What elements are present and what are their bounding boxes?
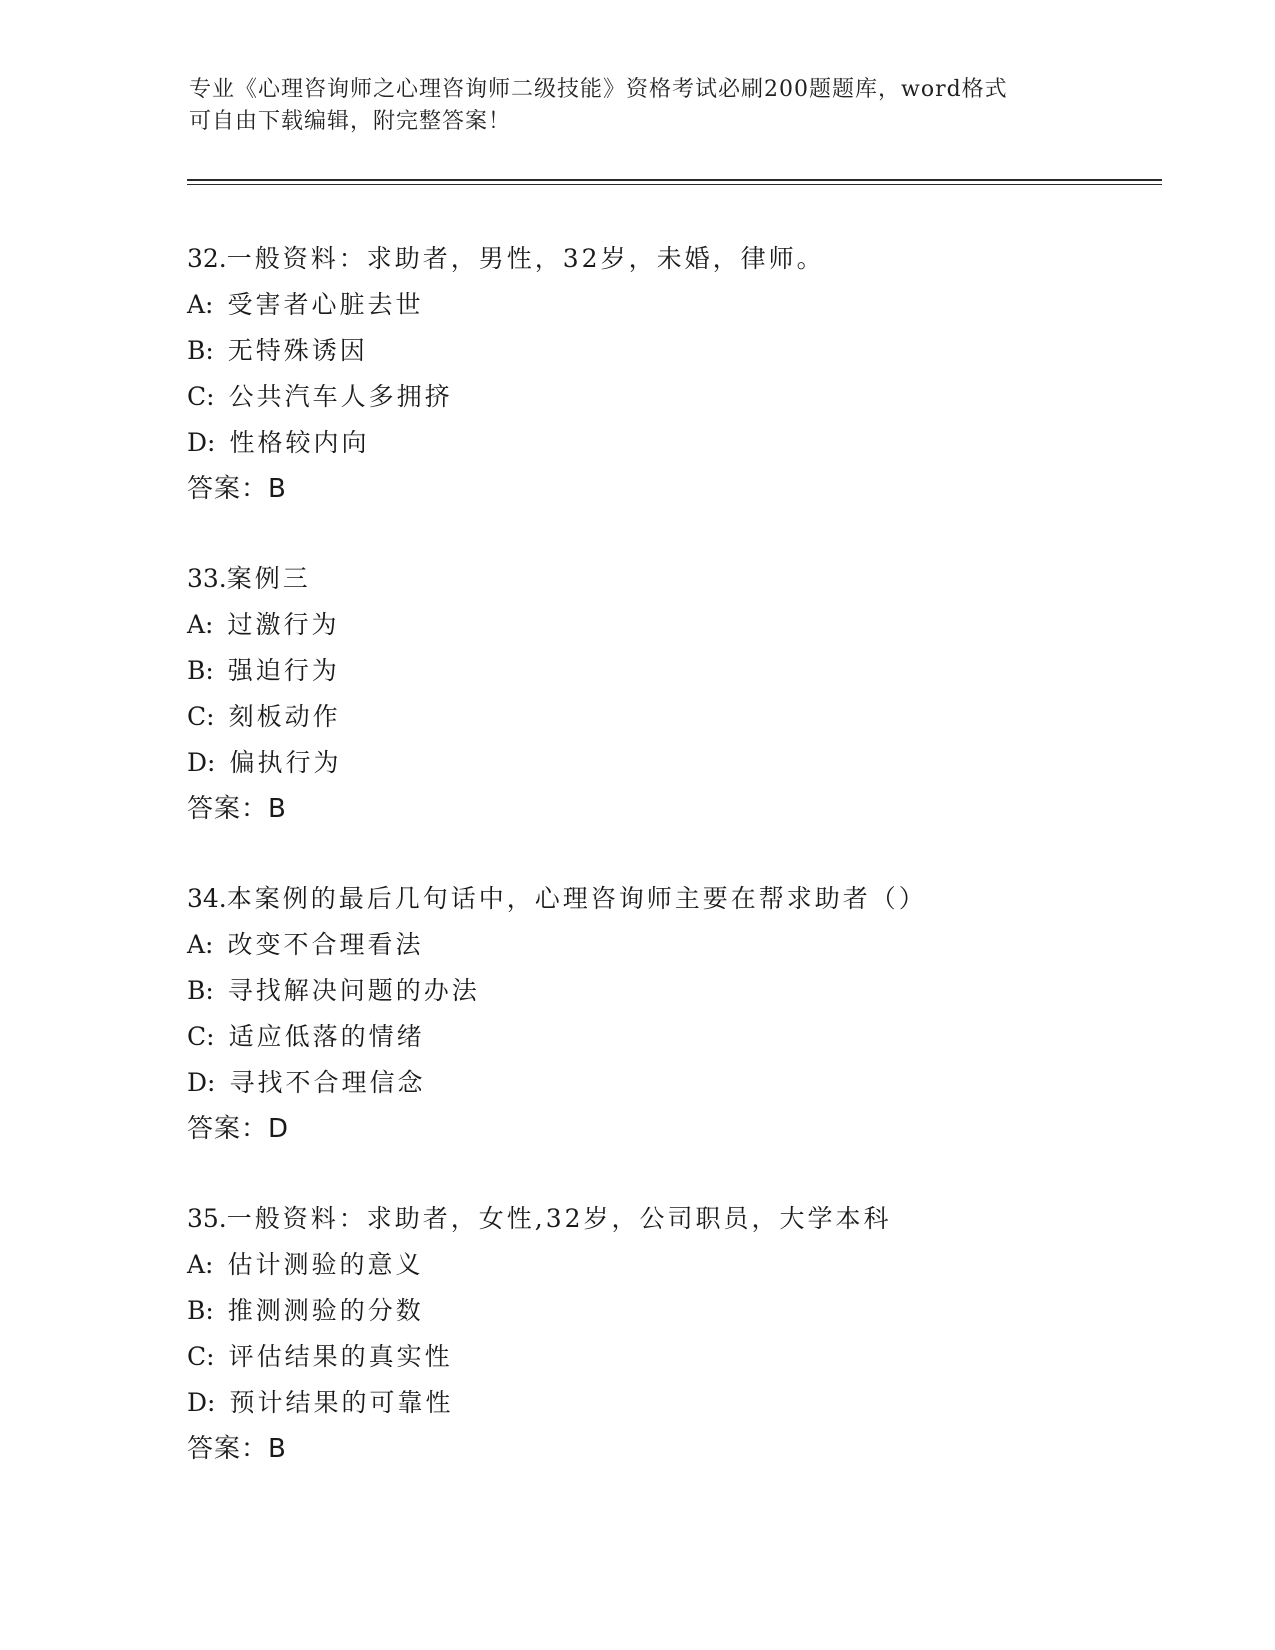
option-key: B:	[187, 1296, 214, 1325]
document-header	[189, 74, 1089, 138]
answer-label: 答案：	[187, 794, 269, 824]
header-line-2: 可自由下载编辑，附完整答案！	[189, 109, 512, 134]
option-key: B:	[187, 976, 214, 1005]
option-key: C:	[187, 702, 215, 731]
option-key: A:	[187, 610, 214, 639]
question-stem	[187, 876, 1167, 922]
option-c	[187, 374, 1167, 420]
option-c	[187, 694, 1167, 740]
option-text: 无特殊诱因	[227, 336, 368, 365]
question-32	[187, 236, 1167, 556]
question-number: 35.	[187, 1204, 227, 1233]
option-text: 寻找不合理信念	[229, 1068, 426, 1097]
question-text: 本案例的最后几句话中，心理咨询师主要在帮求助者（）	[226, 884, 927, 913]
header-divider-thick	[187, 179, 1162, 181]
question-text: 一般资料：求助者，女性,32岁，公司职员，大学本科	[226, 1204, 892, 1233]
option-key: D:	[187, 1388, 216, 1417]
header-line-1: 专业《心理咨询师之心理咨询师二级技能》资格考试必刷200题题库，word格式	[189, 77, 1008, 102]
question-stem	[187, 556, 1167, 602]
question-text: 案例三	[226, 564, 311, 593]
question-stem	[187, 236, 1167, 282]
option-key: D:	[187, 748, 216, 777]
option-d	[187, 420, 1167, 466]
option-d	[187, 740, 1167, 786]
answer-value: B	[268, 794, 287, 824]
option-key: C:	[187, 1342, 215, 1371]
option-text: 受害者心脏去世	[227, 290, 424, 319]
option-key: D:	[187, 1068, 216, 1097]
question-number: 32.	[187, 244, 227, 273]
question-text: 一般资料：求助者，男性，32岁，未婚，律师。	[226, 244, 825, 273]
answer-label: 答案：	[187, 474, 269, 504]
option-text: 过激行为	[227, 610, 340, 639]
answer-label: 答案：	[187, 1434, 269, 1464]
answer-label: 答案：	[187, 1114, 269, 1144]
question-number: 33.	[187, 564, 227, 593]
option-a	[187, 922, 1167, 968]
answer-value: B	[268, 474, 287, 504]
question-number: 34.	[187, 884, 227, 913]
option-c	[187, 1014, 1167, 1060]
option-text: 推测测验的分数	[227, 1296, 424, 1325]
option-key: B:	[187, 656, 214, 685]
option-key: D:	[187, 428, 216, 457]
option-a	[187, 1242, 1167, 1288]
option-text: 公共汽车人多拥挤	[228, 382, 453, 411]
option-b	[187, 328, 1167, 374]
option-key: A:	[187, 930, 214, 959]
answer-value: D	[268, 1114, 290, 1144]
answer-line	[187, 1426, 1167, 1472]
option-text: 适应低落的情绪	[228, 1022, 425, 1051]
answer-value: B	[268, 1434, 287, 1464]
option-text: 性格较内向	[229, 428, 370, 457]
question-33	[187, 556, 1167, 876]
option-key: C:	[187, 1022, 215, 1051]
option-text: 改变不合理看法	[227, 930, 424, 959]
option-b	[187, 1288, 1167, 1334]
option-a	[187, 602, 1167, 648]
option-text: 偏执行为	[229, 748, 342, 777]
option-a	[187, 282, 1167, 328]
option-c	[187, 1334, 1167, 1380]
answer-line	[187, 466, 1167, 512]
option-key: C:	[187, 382, 215, 411]
answer-line	[187, 786, 1167, 832]
option-text: 估计测验的意义	[227, 1250, 424, 1279]
option-key: A:	[187, 290, 214, 319]
answer-line	[187, 1106, 1167, 1152]
question-34	[187, 876, 1167, 1196]
option-key: A:	[187, 1250, 214, 1279]
option-text: 寻找解决问题的办法	[227, 976, 480, 1005]
question-35	[187, 1196, 1167, 1516]
option-b	[187, 968, 1167, 1014]
option-d	[187, 1380, 1167, 1426]
option-b	[187, 648, 1167, 694]
question-list	[187, 236, 1167, 1516]
option-text: 评估结果的真实性	[228, 1342, 453, 1371]
option-text: 强迫行为	[227, 656, 340, 685]
question-stem	[187, 1196, 1167, 1242]
header-divider-thin	[187, 184, 1162, 185]
option-text: 预计结果的可靠性	[229, 1388, 454, 1417]
option-text: 刻板动作	[228, 702, 341, 731]
option-key: B:	[187, 336, 214, 365]
option-d	[187, 1060, 1167, 1106]
